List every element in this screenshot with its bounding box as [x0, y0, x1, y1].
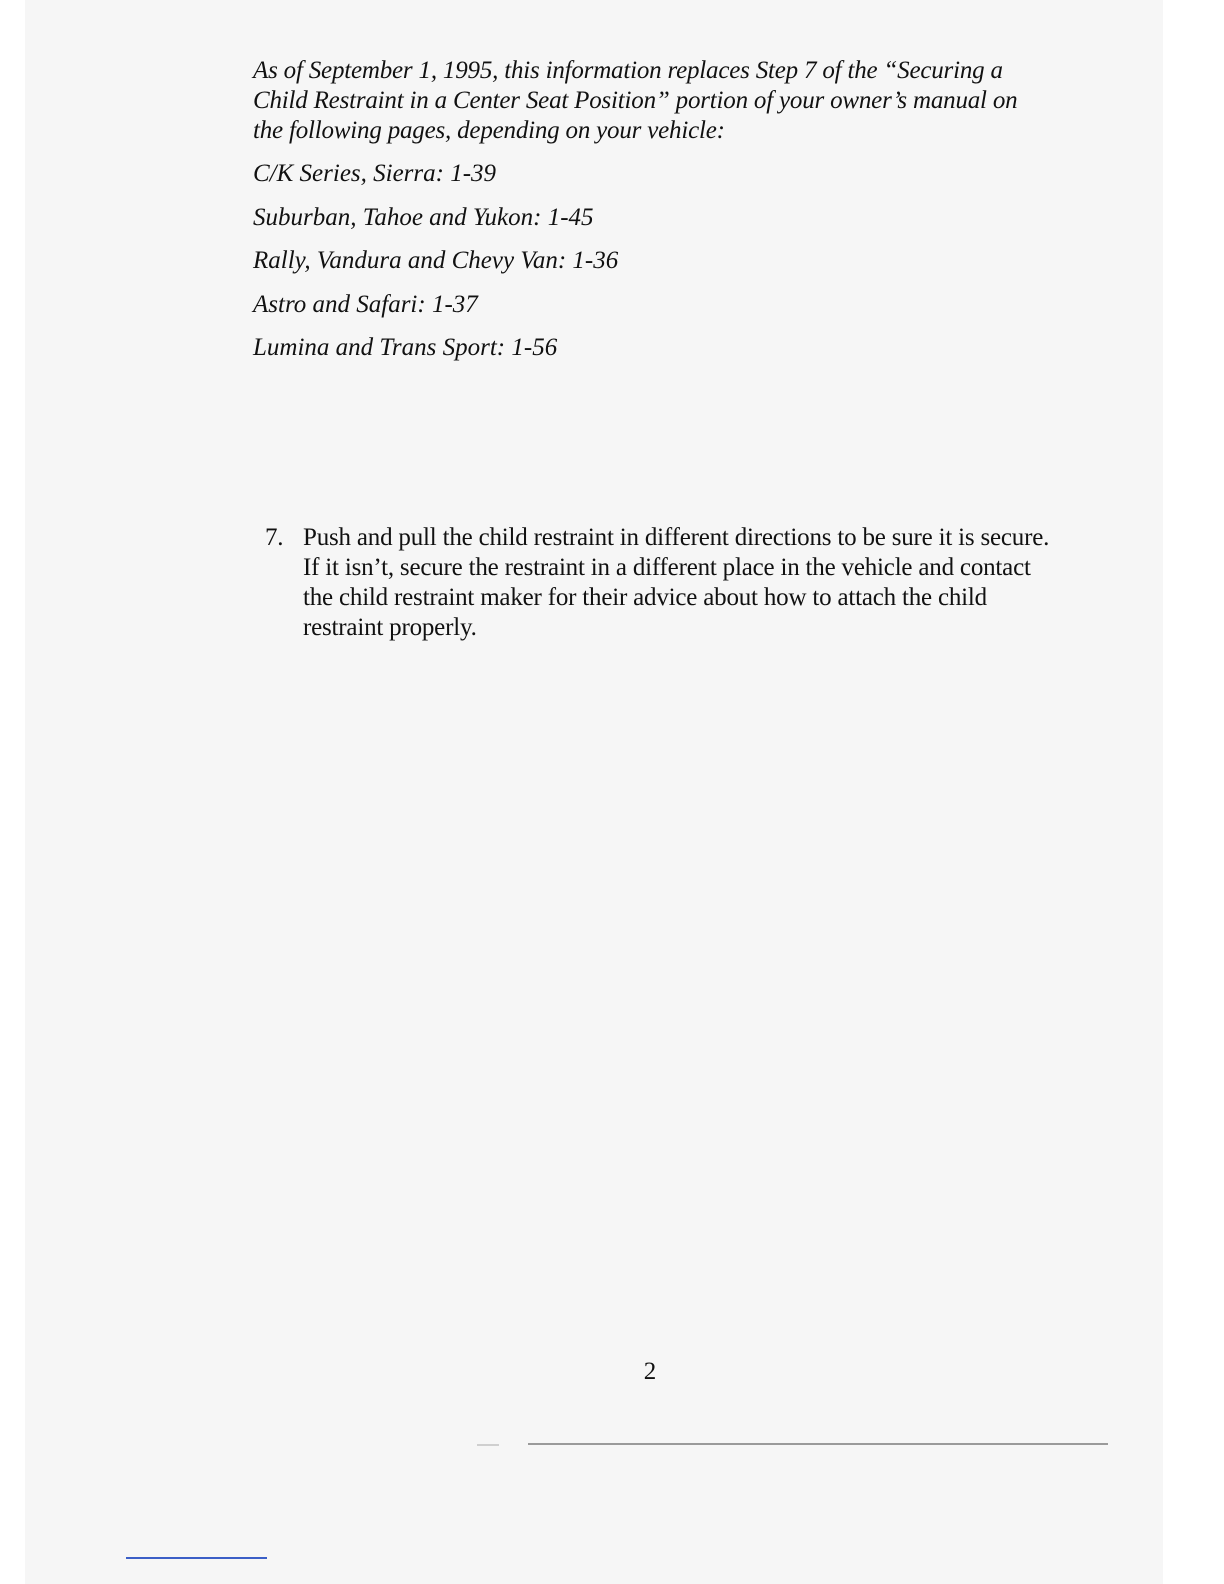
vehicle-list-item: Suburban, Tahoe and Yukon: 1-45: [253, 203, 594, 231]
vehicle-list-item: Rally, Vandura and Chevy Van: 1-36: [253, 247, 619, 274]
vehicle-list-item: Astro and Safari: 1-37: [253, 290, 478, 318]
footer-rule: [528, 1443, 1108, 1445]
vehicle-page-list: [253, 159, 618, 377]
step-number: 7.: [265, 524, 284, 551]
link-underline[interactable]: [126, 1557, 267, 1559]
document-page: [25, 0, 1163, 1584]
step-text: Push and pull the child restraint in different directions to be sure it is secure. If it isn’t, secure the restraint in a different place in the vehicle and contact the child restraint maker for their advice about how to attach the child restraint properly.: [303, 524, 1050, 641]
vehicle-list-item: Lumina and Trans Sport: 1-56: [253, 334, 558, 361]
footer-rule-fragment: [477, 1444, 499, 1446]
vehicle-list-item: C/K Series, Sierra: 1-39: [253, 160, 497, 187]
step-seven: [265, 523, 1055, 643]
intro-paragraph: As of September 1, 1995, this information replaces Step 7 of the “Securing a Child Restraint in a Center Seat Position” portion of your owner’s manual on the following pages, depending on your vehicle:: [253, 57, 1018, 144]
page-number: 2: [643, 1358, 657, 1385]
